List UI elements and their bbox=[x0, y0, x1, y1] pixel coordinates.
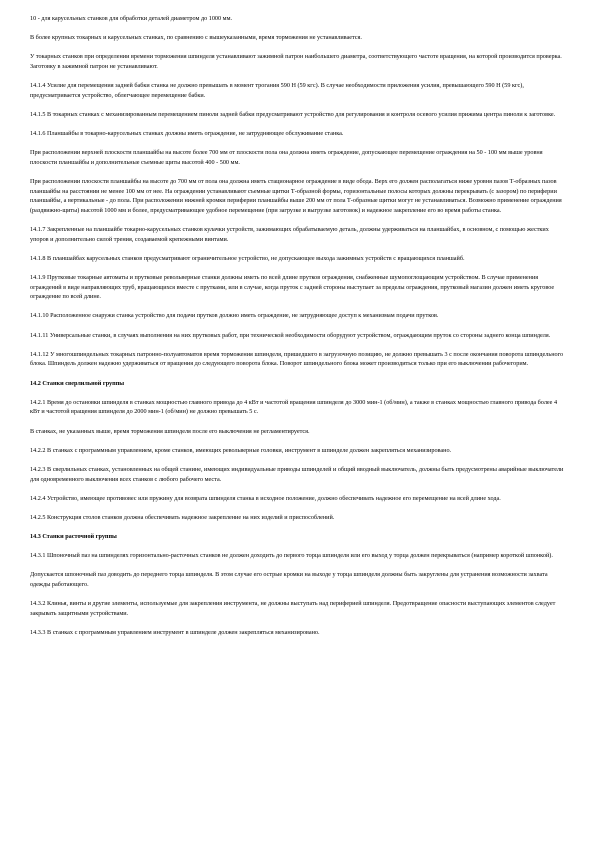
paragraph: 14.1.10 Расположенное снаружи станка устройство для подачи прутков должно иметь ограждение, не затрудняющее доступ к механизмам подачи прутков. bbox=[30, 312, 439, 320]
paragraph: 14.3.2 Клинья, винты и другие элементы, используемые для закрепления инструмента, не должны выступать над периферией шпинделя. Предотвращение опасности выступающих элементов следует закрывать защитными устройствами. bbox=[30, 600, 556, 617]
paragraph: При расположении верхней плоскости планшайбы на высоте более 700 мм от плоскости пола она должна иметь ограждение, допускающее перемещение ограждения на 50 - 100 мм выше уровня плоскости планшайбы и дополнительные съемные щиты высотой 400 - 500 мм. bbox=[30, 149, 543, 166]
paragraph: 14.1.11 Универсальные станки, в случаях выполнения на них прутковых работ, при технической необходимости оборудуют устройством, ограждающим пруток со стороны заднего конца шпинделя. bbox=[30, 331, 551, 339]
paragraph: 14.1.12 У многошпиндельных токарных патронно-полуавтоматов время торможения шпинделя, пришедшего в загрузочную позицию, не должно превышать 3 с после окончания поворота шпиндельного блока. Шпиндель должен надежно удерживаться от вращения до следующего поворота блока. Поворот шпиндельного блока может производиться только при его выключении рабочегорим. bbox=[30, 350, 564, 368]
paragraph: 14.1.4 Усилие для перемещения задней бабки станка не должно превышать в момент трогания 590 Н (59 кгс). В случае необходимости приложения усилия, превышающего 590 Н (59 кгс), предусматривается устройство, облегчающее перемещение бабки. bbox=[30, 82, 524, 99]
paragraph: 14.1.7 Закрепленные на планшайбе токарно-карусельных станков кулачки устройств, зажимающих обрабатываемую деталь, должны удерживаться на планшайбах, в основном, с помощью жестких упоров и дополнительно силой трения, создаваемой крепежными винтами. bbox=[30, 226, 549, 243]
paragraph: Допускается шпоночный паз доводить до переднего торца шпинделя. В этом случае его острые кромки на выходе у торца шпинделя должны быть закруглены для устранения возможности захвата одежды работающего. bbox=[30, 571, 548, 589]
paragraph: В более крупных токарных и карусельных станках, по сравнению с вышеуказанными, время торможения не устанавливается. bbox=[30, 34, 362, 42]
paragraph: У токарных станков при определении времени торможения шпинделя устанавливают зажимной патрон наибольшего диаметра, соответствующего частоте вращения, на которой производится проверка. Заготовку в зажимной патрон не устанавливают. bbox=[30, 53, 562, 70]
paragraph: 14.2.4 Устройство, имеющее противовес или пружину для возврата шпинделя станка в исходное положение, должно обеспечивать надежное его перемещение на всей длине хода. bbox=[30, 494, 501, 502]
section-heading: 14.2 Станки сверлильной группы bbox=[30, 379, 125, 387]
paragraph: 14.1.8 В планшайбах карусельных станков предусматривают ограничительное устройство, не допускающее выхода зажимных устройств с вращающихся планшайб. bbox=[30, 254, 465, 262]
paragraph: 14.1.6 Планшайбы в токарно-карусельных станках должны иметь ограждение, не затрудняющее обслуживание станка. bbox=[30, 130, 344, 138]
paragraph: При расположении плоскости планшайбы на высоте до 700 мм от пола она должна иметь стационарное ограждение в виде обода. Верх его должен располагаться ниже уровня пазов Т-образных пазов планшайбы на расстоянии не менее 100 мм от нее. На ограждении устанавливают съемные щитки Т-образной формы, горизонтальные полосы которых должны перекрывать (с зазором) по периферии планшайбы, а вертикальные - до пола. При расположении нижней кромки периферии планшайбы выше 200 мм от пола Т-образные щитки могут не устанавливаться. Возможно применение ограждения (раздвижно-щиты) высотой 1000 мм и более, предусматривающее удобное перемещение (при загрузке и выгрузке заготовок) и надежное закрепление его во время работы станка. bbox=[30, 178, 562, 214]
paragraph: 14.2.2 В станках с программным управлением, кроме станков, имеющих револьверные головки, инструмент в шпинделе должен закрепляться механизировано. bbox=[30, 446, 452, 454]
paragraph: 14.2.5 Конструкция столов станков должна обеспечивать надежное закрепление на них изделий и приспособлений. bbox=[30, 513, 335, 521]
paragraph: 14.2.1 Время до остановки шпинделя в станках мощностью главного привода до 4 кВт и частотой вращения шпинделя до 3000 мин-1 (об/мин), а также в станках мощностью главного привода более 4 кВт и частотой вращения шпинделя до 2000 мин-1 (об/мин) не должно превышать 5 с. bbox=[30, 398, 558, 416]
section-heading: 14.3 Станки расточной группы bbox=[30, 533, 117, 541]
paragraph: 14.1.9 Прутковые токарные автоматы и прутковые револьверные станки должны иметь по всей длине прутков ограждения, снабженные шумопоглощающим устройством. В случае применения ограждений в виде направляющих труб, вращающихся вместе с прутками, или в случае, когда пруток с задней стороны выступает за пределы ограждения, прутковый магазин должен иметь круговое ограждение по всей длине. bbox=[30, 274, 555, 301]
paragraph: 14.3.3 В станках с программным управлением инструмент в шпинделе должен закрепляться механизировано. bbox=[30, 629, 320, 636]
paragraph: В станках, не указанных выше, время торможения шпинделя после его выключения не регламентируется. bbox=[30, 427, 310, 435]
paragraph: 14.1.5 В токарных станках с механизированным перемещением пиноли задней бабки предусматривают устройство для регулирования и контроля осевого усилия прижима центра пиноли к заготовке. bbox=[30, 110, 556, 118]
paragraph: 14.2.3 В сверлильных станках, установленных на общей станине, имеющих индивидуальные приводы шпинделей и общий вводный выключатель, должны быть предусмотрены аварийные выключатели для одновременного выключения всех станков с любого рабочего места. bbox=[30, 465, 564, 483]
paragraph: 10 - для карусельных станков для обработки деталей диаметром до 1000 мм. bbox=[30, 15, 233, 22]
paragraph: 14.3.1 Шпоночный паз на шпинделях горизонтально-расточных станков не должен доходить до первого торца шпинделя или его выход у торца должен перекрываться (например короткой шпонкой). bbox=[30, 552, 553, 560]
